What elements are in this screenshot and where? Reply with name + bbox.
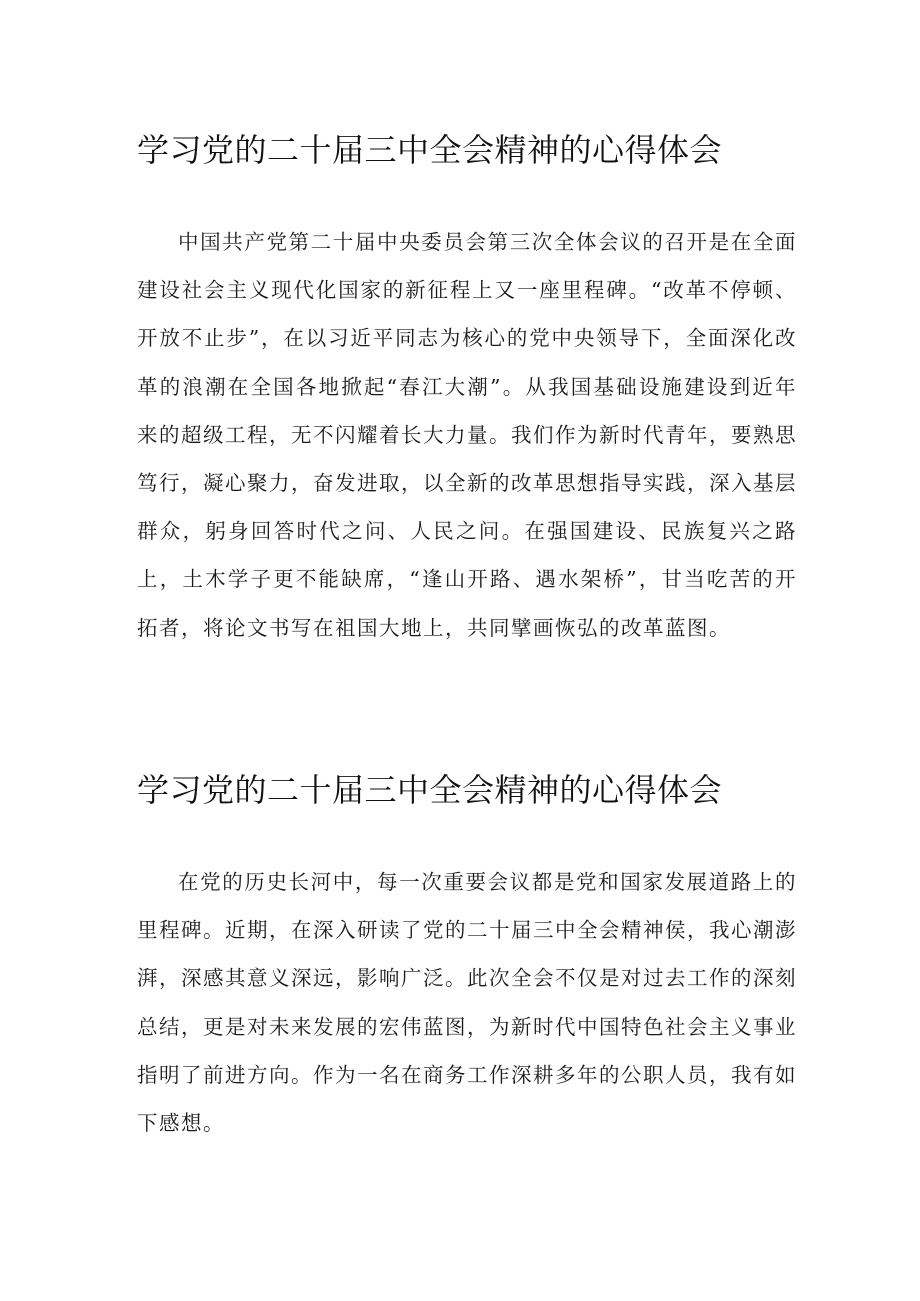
section-2-paragraph: 在党的历史长河中，每一次重要会议都是党和国家发展道路上的里程碑。近期，在深入研读了党的二十届三中全会精神侯，我心潮澎湃，深感其意义深远，影响广泛。此次全会不仅是对过去工作的深刻总结，更是对未来发展的宏伟蓝图，为新时代中国特色社会主义事业指明了前进方向。作为一名在商务工作深耕多年的公职人员，我有如下感想。 <box>137 870 797 1136</box>
section-1-title: 学习党的二十届三中全会精神的心得体会 <box>137 131 723 169</box>
section-1-paragraph: 中国共产党第二十届中央委员会第三次全体会议的召开是在全面建设社会主义现代化国家的新征程上又一座里程碑。“改革不停顿、开放不止步”，在以习近平同志为核心的党中央领导下，全面深化改革的浪潮在全国各地掀起“春江大潮”。从我国基础设施建设到近年来的超级工程，无不闪耀着长大力量。我们作为新时代青年，要熟思笃行，凝心聚力，奋发进取，以全新的改革思想指导实践，深入基层群众，躬身回答时代之问、人民之问。在强国建设、民族复兴之路上，土木学子更不能缺席，“逢山开路、遇水架桥”，甘当吃苦的开拓者，将论文书写在祖国大地上，共同擘画恢弘的改革蓝图。 <box>137 230 797 640</box>
section-2-title: 学习党的二十届三中全会精神的心得体会 <box>137 771 723 809</box>
